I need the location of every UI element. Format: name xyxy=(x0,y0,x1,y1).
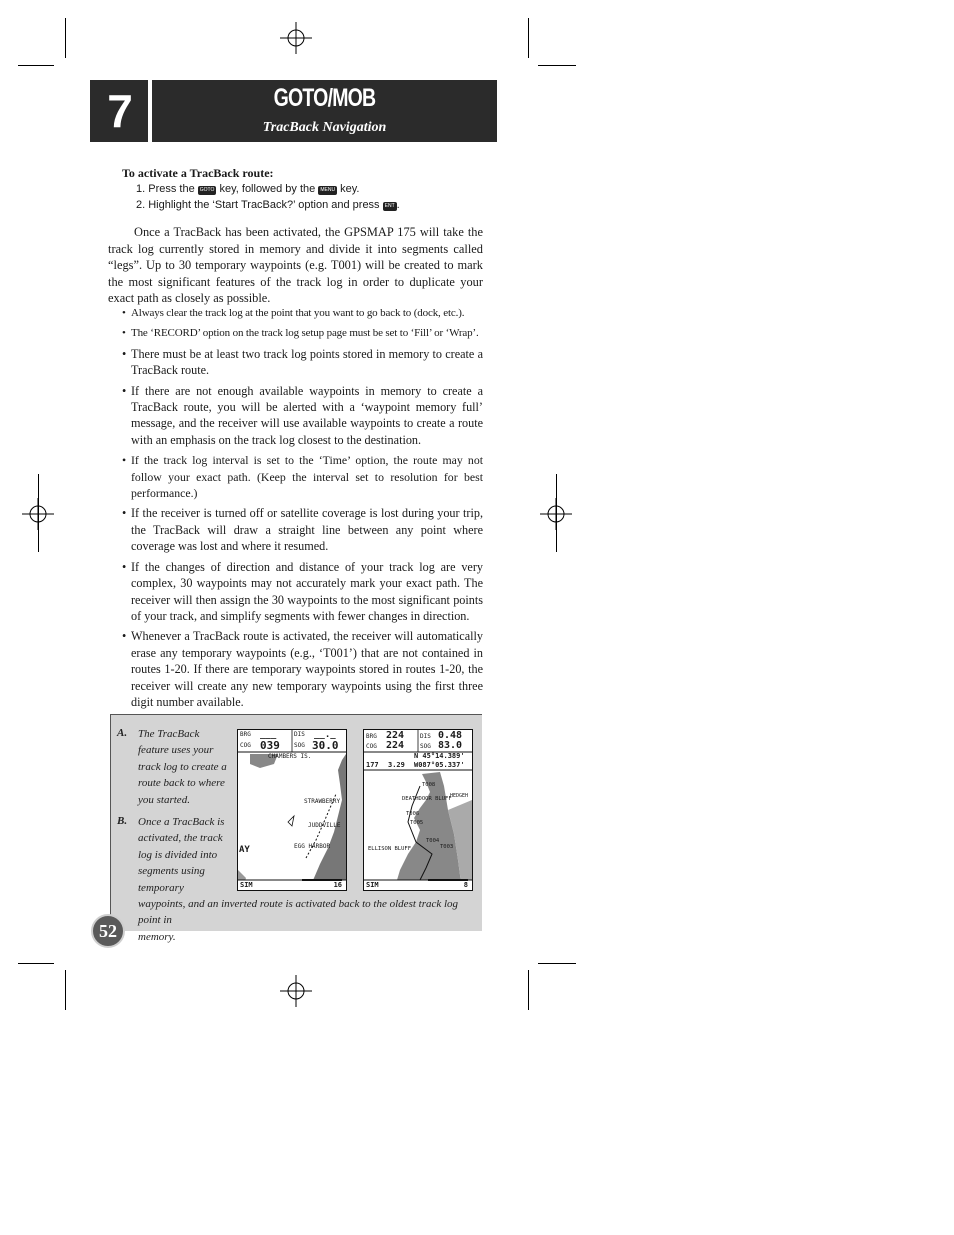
step-text: key, followed by the xyxy=(219,183,316,195)
caption-line: you started. xyxy=(138,793,190,806)
list-item: • If there are not enough available waypoints in memory to create a TracBack route, you will be alerted with a ‘waypoint memory full’ message, and the receiver will use available waypoints to create a route with an emphasis on the track log closest to the destination. xyxy=(122,383,483,449)
brg-label: BRG xyxy=(366,733,377,740)
brg-label: BRG xyxy=(240,731,251,738)
cog-value: 224 xyxy=(386,740,405,751)
step-text: 2. Highlight the ‘Start TracBack?’ option and press xyxy=(136,199,380,211)
map-label: CHAMBERS IS. xyxy=(268,753,312,760)
registration-mark xyxy=(280,975,312,1007)
map-label: HEDGEH xyxy=(450,793,469,799)
caption-line: temporary xyxy=(138,881,184,894)
registration-mark xyxy=(280,22,312,54)
gps-map-screen-a xyxy=(237,729,347,891)
brg-value: ___ xyxy=(260,730,277,740)
cog-value: 039 xyxy=(260,739,280,752)
caption-line: track log to create a xyxy=(138,760,227,773)
crop-mark xyxy=(38,474,39,552)
caption-b xyxy=(138,814,224,896)
steps-heading: To activate a TracBack route: xyxy=(122,166,274,180)
cog-label: COG xyxy=(366,743,377,750)
waypoint-label: T005 xyxy=(410,820,424,826)
crop-mark xyxy=(538,65,576,66)
list-item: • Always clear the track log at the point that you want to go back to (dock, etc.). xyxy=(122,305,483,321)
step-text: 1. Press the xyxy=(136,183,195,195)
caption-line: Once a TracBack is xyxy=(138,816,225,828)
caption-line: The TracBack xyxy=(138,728,200,740)
sog-value: 83.0 xyxy=(438,740,463,751)
activation-steps xyxy=(122,165,400,213)
sog-label: SOG xyxy=(294,742,305,749)
sim-indicator: SIM xyxy=(366,881,379,889)
crop-mark xyxy=(65,18,66,58)
crop-mark xyxy=(556,474,557,552)
crop-mark xyxy=(538,963,576,964)
crop-mark xyxy=(65,970,66,1010)
chapter-subtitle: TracBack Navigation xyxy=(262,120,387,135)
sim-indicator: SIM xyxy=(240,881,253,889)
crop-mark xyxy=(18,65,54,66)
map-label: ELLISON BLUFF xyxy=(368,846,412,852)
caption-line: activated, the track xyxy=(138,832,223,845)
menu-key-icon: MENU xyxy=(320,187,336,193)
caption-line: feature uses your xyxy=(138,744,214,757)
gps-map-screen-b xyxy=(363,729,473,891)
map-label: DEATHDOOR BLUFF xyxy=(402,796,452,802)
dis-value: 0.48 xyxy=(438,730,463,741)
goto-key-icon: GOTO xyxy=(199,187,215,193)
dis-value: __._ xyxy=(314,730,336,740)
map-label: AY xyxy=(239,845,250,855)
cog-label: COG xyxy=(240,742,251,749)
list-item: • If the track log interval is set to the ‘Time’ option, the route may not follow your exact path. (Keep the interval set to resolution for best performance.) xyxy=(122,452,483,501)
caption-line: waypoints, and an inverted route is activated back to the oldest track log point in xyxy=(138,898,459,927)
page-number: 52 xyxy=(91,914,125,948)
map-label: STRAWBERRY xyxy=(304,798,341,805)
waypoint-label: T004 xyxy=(426,838,440,844)
caption-a xyxy=(138,726,227,808)
dis-label: DIS xyxy=(294,731,305,738)
list-item: • There must be at least two track log points stored in memory to create a TracBack route. xyxy=(122,346,483,379)
caption-b-continued xyxy=(138,896,468,945)
caption-line: route back to where xyxy=(138,777,225,790)
list-item: • The ‘RECORD’ option on the track log setup page must be set to ‘Fill’ or ‘Wrap’. xyxy=(122,325,483,341)
list-item: • Whenever a TracBack route is activated, the receiver will automatically erase any temporary waypoints (e.g., ‘T001’) that are not contained in routes 1-20. If there are temporary waypoints stored in routes 1-20, the receiver will create any new temporary waypoints using the first three digit number available. xyxy=(122,628,483,710)
list-item: • If the receiver is turned off or satellite coverage is lost during your trip, the TracBack will draw a straight line between any point where coverage was lost and where it resumed. xyxy=(122,505,483,554)
waypoint-label: T003 xyxy=(440,844,454,850)
latitude-readout: N 45°14.389' xyxy=(414,752,465,760)
dis-label: DIS xyxy=(420,733,431,740)
waypoint-label: T008 xyxy=(422,782,436,788)
chapter-header xyxy=(90,80,497,142)
sog-label: SOG xyxy=(420,743,431,750)
caption-a-letter: A. xyxy=(117,727,128,739)
longitude-readout: W087°05.337' xyxy=(414,761,465,769)
list-item: • If the changes of direction and distance of your track log are very complex, 30 waypoints may not accurately mark your exact path. The receiver will then assign the 30 waypoints to the most significant points of your track, and simplify segments with fewer changes in direction. xyxy=(122,559,483,625)
tracback-notes xyxy=(122,305,483,714)
enter-key-icon: ENT xyxy=(384,203,395,209)
range-readout: 3.29 xyxy=(388,761,405,769)
zoom-scale: 8 xyxy=(463,881,468,889)
caption-line: log is divided into xyxy=(138,848,218,861)
crop-mark xyxy=(528,970,529,1010)
caption-line: memory. xyxy=(138,930,176,943)
chapter-number: 7 xyxy=(107,85,133,137)
crop-mark xyxy=(18,963,54,964)
intro-paragraph: Once a TracBack has been activated, the GPSMAP 175 will take the track log currently stored in memory and divide it into segments called “legs”. Up to 30 temporary waypoints (e.g. T001) will be created to mark the most significant features of the track log in order to duplicate your exact path as closely as possible. xyxy=(108,225,483,305)
figure-callout xyxy=(110,714,482,943)
zoom-scale: 16 xyxy=(333,881,342,889)
caption-line: segments using xyxy=(138,865,205,878)
sog-value: 30.0 xyxy=(312,739,339,752)
map-label: JUDDVILLE xyxy=(308,822,341,829)
step-text: . xyxy=(396,199,400,211)
map-label: EGG HARBOR xyxy=(294,843,331,850)
crop-mark xyxy=(528,18,529,58)
bearing-readout: 177 xyxy=(366,761,379,769)
step-1 xyxy=(122,181,400,197)
step-text: key. xyxy=(340,183,360,195)
chapter-title: GOTO/MOB xyxy=(273,84,376,112)
step-2 xyxy=(122,197,400,213)
caption-b-letter: B. xyxy=(117,815,128,827)
waypoint-label: T006 xyxy=(406,811,420,817)
brg-value: 224 xyxy=(386,730,405,741)
